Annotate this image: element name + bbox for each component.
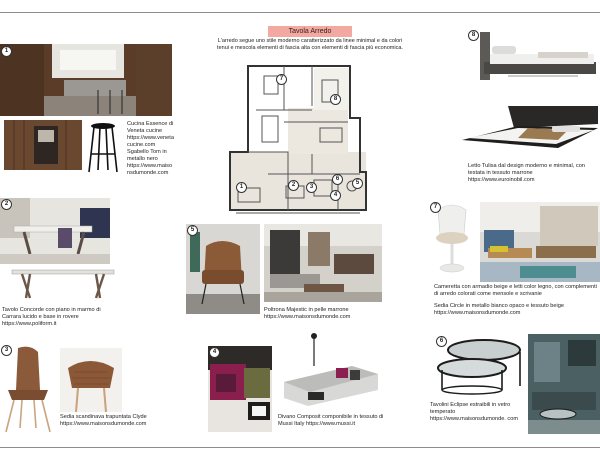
floor-plan [228,62,368,214]
circle-chair-caption: Sedia Circle in metallo bianco opaco e tessuto beige https://www.maisonsdumonde.com [434,303,564,316]
kitchen-caption: Cucina Essence di Veneta cucine https://www.veneta cucine.com [127,121,174,148]
section-number-2: 2 [1,199,12,210]
plan-marker-5: 5 [352,178,363,189]
kids-room-caption: Cameretta con armadio beige e letti color legno, con complementi di arredo colorati come mensole e scrivanie [434,284,597,297]
table-photo [8,266,118,300]
sofa-caption: Divano Composit componibile in tessuto di Mussi Italy https://www.mussi.it [278,414,384,427]
kitchen-photo [0,44,172,116]
top-divider [0,12,600,13]
plan-marker-7: 7 [276,74,287,85]
armchair-photo [186,224,260,314]
section-number-6: 6 [436,336,447,347]
board-intro: L'arredo segue uno stile moderno caratterizzato da linee minimal e da colori tenui e mescola elementi di fascia alta con elementi di fascia più economica. [217,38,403,51]
chair-caption: Sedia scandinava trapuntata Clyde https://www.maisonsdumonde.com [60,414,147,427]
living-room-photo [264,224,382,302]
sofa-room-photo [208,346,272,432]
section-number-5: 5 [187,225,198,236]
plan-marker-3: 3 [306,182,317,193]
sofa-photo [278,330,382,412]
section-number-1: 1 [1,46,12,57]
dining-photo [0,198,110,264]
kids-room-photo [480,202,600,282]
board-title: Tavola Arredo [268,26,352,37]
kitchen-wall-photo [4,120,82,170]
section-number-8: 8 [468,30,479,41]
coffee-table-photo [434,334,524,396]
chair-photo [0,344,56,434]
section-number-4: 4 [209,347,220,358]
chair-detail-photo [60,348,122,412]
section-number-7: 7 [430,202,441,213]
lounge-photo [528,334,600,434]
plan-marker-8: 8 [330,94,341,105]
stool-photo [84,120,122,174]
plan-marker-1: 1 [236,182,247,193]
bed-room-photo [458,104,600,162]
bed-photo [468,28,600,100]
plan-marker-2: 2 [288,180,299,191]
bottom-divider [0,447,600,448]
table-caption: Tavolo Concorde con piano in marmo di Carrara lucido e base in rovere https://www.poliform.it [2,307,101,327]
armchair-caption: Poltrona Majestic in pelle marrone https://www.maisonsdumonde.com [264,307,351,320]
bed-caption: Letto Tulisa dal design moderno e minimal, con testata in tessuto marrone https://www.euroinobil.com [468,163,585,183]
stool-caption: Sgabello Tom in metallo nero https://www.maiso nsdumonde.com [127,149,173,176]
section-number-3: 3 [1,345,12,356]
plan-marker-6: 6 [332,174,343,185]
coffee-table-caption: Tavolini Eclipse estraibili in vetro temperato https://www.maisonsdumonde. com [430,402,518,422]
circle-chair-photo [428,200,476,276]
plan-marker-4: 4 [330,190,341,201]
